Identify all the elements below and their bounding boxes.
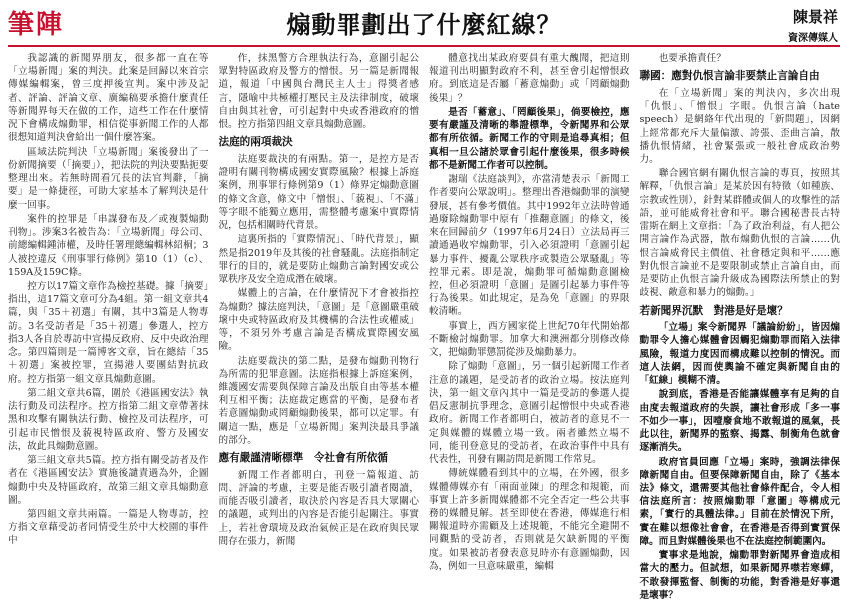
paragraph: 傳統媒體看到其中的立場，在外國，很多媒體傳媒亦有「兩面並陳」的理念和規範，而事實上許多新聞媒體都不完全否定一些公共事務的媒體見解。甚至即使在香港，傳媒進行相關報道時亦需顧及上述規範，不能完全避開不同觀點的受訪者，否則就是欠缺新聞的平衡度。如果被訪者發表意見時亦有意圖煽動，因為，例如一旦意味嚴重，編輯	[429, 468, 630, 572]
paragraph: 「立場」案令新聞界「議論紛紛」，皆因煽動罪令人擔心媒體會因觸犯煽動罪而陷入法律風險，報道力度因而構成難以控制的情況。而這人法網，因而使輿論不確定與新聞自由的「紅線」模糊不清。	[639, 322, 840, 387]
headline: 煽動罪劃出了什麼紅線？	[286, 10, 562, 39]
column-4	[639, 52, 841, 601]
paragraph: 事實上，西方國家從上世紀70年代開始都不斷檢討煽動罪。加拿大和澳洲都分別修改條文，把煽動罪懲罰從涉及煽動暴力。	[429, 320, 630, 359]
paragraph: 在「立場新聞」案的判決內，多次出現「仇恨」、「憎恨」字眼。仇恨言論（hate speech）是網絡年代出現的「新問題」，因網上經常都充斥大量偏激、誇張、歪曲言論，散播仇恨情緒，社會緊張或一般社會成政治勢力。	[639, 87, 840, 166]
paragraph: 我認識的新聞界朋友，很多都一直在等「立場新聞」案的判決。此案是回歸以來首宗傳媒編輯案，曾三度押後宣判。案中涉及記者、評論、評論文章、廣編稿要承擔什麼責任等新聞界每天在做的工作，這些工作在什麼情況下會構成煽動罪，相信從事新聞工作的人都很想知道判決會給出一個什麼答案。	[8, 53, 209, 144]
section-heading: 聯國：應對仇恨言論非要禁止言論自由	[639, 70, 820, 83]
paragraph: 聯合國官網有關仇恨言論的專頁，按照其解釋，「仇恨言論」是某於因有特徵（如種族、宗教或性別），針對某群體或個人的攻擊性的話語，並可能威脅社會和平。聯合國秘書長古特雷斯在網上文章指：「為了政治利益，有人把公開言論作為武器，散布煽動仇恨的言論……仇恨言論威脅民主價值、社會穩定與和平……應對仇恨言論並不是要限制或禁止言論自由，而是要防止仇恨言論升級成為國際法所禁止的對歧視、敵意和暴力的煽動。」	[639, 168, 840, 299]
paragraph: 實事求是地說，煽動罪對新聞界會造成相當大的壓力。但試想，如果新聞界噤若寒蟬，不敢發揮監督、制衡的功能，對香港是好事還是壞事？	[639, 550, 840, 601]
paragraph: 謝瑞《法庭談判》，亦當清楚表示「新聞工作者要向公眾說明」。整理出香港煽動罪的演變發展，甚有參考價值。其中1992年立法時曾通過廢除煽動罪中原有「推翻意圖」的條文，後來在回歸前夕（1997年6月24日）立法局再三讀通過收窄煽動罪，引入必須證明「意圖引起暴力事件、擾亂公眾秩序或製造公眾騷亂」等控罪元素。即是說，煽動罪可循煽動意圖檢控，但必須證明「意圖」是圖引起暴力事件等行為後果。如此規定，是為免「意圖」的界限較清晰。	[429, 174, 630, 318]
column-2	[218, 52, 420, 547]
paragraph: 說到底，香港是否能讓媒體享有足夠的自由度去報道政府的失誤，讓社會形成「多一事不如少一事」，因噎廢食地不敢報道的風氣，長此以往，新聞界的監察、揭露、制衡角色就會逐漸消失。	[639, 389, 840, 454]
column-1	[8, 52, 209, 547]
paragraph: 第四組文章共兩篇。一篇是人物專訪，控方指文章藉受訪者同情受生於中大校園的事件中	[8, 508, 209, 547]
column-3	[429, 52, 630, 572]
paragraph: 體意找出某政府要員有重大醜聞，把這則報道刊出明顯對政府不利，甚至會引起憎恨政府。到底這是否屬「蓄意煽動」或「罔顧煽動後果」？	[429, 53, 630, 104]
paragraph: 也要承擔責任？	[658, 53, 726, 64]
paragraph: 作，抹黑警方合理執法行為，意圖引起公眾對特區政府及警方的憎恨。另一篇是新聞報道，報道「中國與台灣民主人士」得獎者感言，隱喻中共極權打壓民主及法律制度，破壞自由與其社會，可引起對中央或香港政府的憎恨。控方指第四組文章具煽動意圖。	[218, 53, 419, 131]
paragraph: 政府官員回應「立場」案時，強調法律保障新聞自由。但要保障新聞自由，除了《基本法》條文，還需要其他社會條件配合，令人相信法庭所言：按照煽動罪「意圖」等構成元素，「實行的具體法律。」目前在於情況下所，實在難以想像社會會，在香港是否得到實質保障。而且對媒體後果也不在法庭控制範圍內。	[639, 456, 840, 547]
author-title: 資深傳媒人	[788, 33, 838, 44]
section-heading: 若新聞界沉默 對港是好是壞？	[639, 304, 788, 317]
byline	[788, 6, 838, 44]
paragraph: 新聞工作者都明白，刊登一篇報道、訪問、評論的考慮，主要是能否吸引讀者閱讀，而能否吸引讀者，取決於內容是否具大眾關心的議題，或判出的內容是否能引起關注。事實上，若社會環境及政治氣候正是在政府與民眾間存在張力，新聞	[218, 469, 419, 547]
author-name: 陳景祥	[792, 8, 838, 26]
header-divider	[8, 45, 840, 47]
paragraph: 區域法院判決「立場新聞」案後發出了一份新聞摘要（「摘要」），把法院的判決要點扼要整理出來。若無時間看冗長的法官判辭，「摘要」是一條捷徑，可助大家基本了解判決是什麼一回事。	[8, 146, 209, 211]
article-header	[0, 0, 848, 44]
paragraph: 除了煽動「意圖」，另一個引起新聞工作者注意的議題，是受訪者的政治立場。按法庭判決，第一組文章內其中一篇是受訪的參選人提倡反憲制抗爭理念，意圖引起憎恨中央或香港政府。新聞工作者都明白，被訪者的意見不一定與媒體的媒體立場一致。兩者雖然立場不同，能刊登意見的受訪者，在政治事件中具有代表性，刊發有關訪問是新聞工作常見。	[429, 361, 630, 466]
column-name: 筆陣	[8, 10, 65, 40]
paragraph: 控方以17篇文章作為檢控基礎。據「摘要」指出，這17篇文章可分為4組。第一組文章共4篇，與「35＋初選」有關，其中3篇是人物專訪。3名受訪者是「35＋初選」參選人，控方指3人各自於專訪中宣揚反政府、反中央政治理念。第四篇則是一篇博客文章，旨在總結「35＋初選」案被控罪，宣揚港人要團結對抗政府。控方指第一組文章具煽動意圖。	[8, 280, 209, 385]
article-body	[8, 52, 840, 601]
paragraph: 媒體上的言論，在什麼情況下才會被指控為煽動？據法庭判決，「意圖」是「意圖嚴重破壞中央或特區政府及其機構的合法性或權威」等，不須另外考慮言論是否構成實際國安風險。	[218, 288, 419, 353]
paragraph: 法庭要裁決的第二點，是發布煽動刊物行為所需的犯罪意圖。法庭指根據上訴庭案例，維護國安需要與保障言論及出版自由等基本權利互相平衡；法庭裁定應當的平衡，是發布者若意圖煽動或罔顧煽動後果，都可以定罪。有關這一點，應是「立場新聞」案判決最具爭議的部分。	[218, 355, 419, 446]
section-heading: 法庭的兩項裁決	[218, 136, 293, 149]
section-heading: 應有嚴謹清晰標準 令社會有所依循	[218, 452, 388, 465]
paragraph: 這裏所指的「實際情況」、「時代背景」，顯然是指2019年及其後的社會騷亂。法庭指制定罪行的目的，就是要防止煽動言論對國安或公眾秩序及安全造成潛在破壞。	[218, 234, 419, 286]
paragraph: 案件的控罪是「串謀發布及／或複製煽動刊物」。涉案3名被告為：「立場新聞」母公司、前總編輯鍾沛權，及時任署理總編輯林紹桐；3人被控違反《刑事罪行條例》第10（1）（c）、159A及159C條。	[8, 213, 209, 278]
paragraph: 第二組文章共6篇，圍於《港區國安法》執法行動及司法程序。控方指第二組文章帶著抹黑和攻擊有關執法行動、檢控及司法程序，可引起市民憎恨及藐視特區政府、警方及國安法，故此具煽動意圖。	[8, 387, 209, 452]
paragraph: 法庭要裁決的有兩點。第一，是控方是否證明有關刊物構成國安實際風險？根據上訴庭案例，刑事罪行條例第9（1）條界定煽動意圖的條文含意，條文中「憎恨」、「藐視」、「不滿」等字眼不能獨立應用，需整體考慮案中實際情況，包括相關時代背景。	[218, 154, 419, 232]
paragraph: 第三組文章共5篇。控方指有關受訪者及作者在《港區國安法》實施後譴責過為外，企圖煽動中央及特區政府，故第三組文章具煽動意圖。	[8, 455, 209, 506]
paragraph: 是否「蓄意」、「罔顧後果」，倘要檢控，應要有嚴謹及清晰的舉證標準，令新聞界和公眾都有所依循。新聞工作的守則是追尋真相；但真相一旦公諸於眾會引起什麼後果，很多時候都不是新聞工作者可以控制。	[429, 106, 630, 171]
